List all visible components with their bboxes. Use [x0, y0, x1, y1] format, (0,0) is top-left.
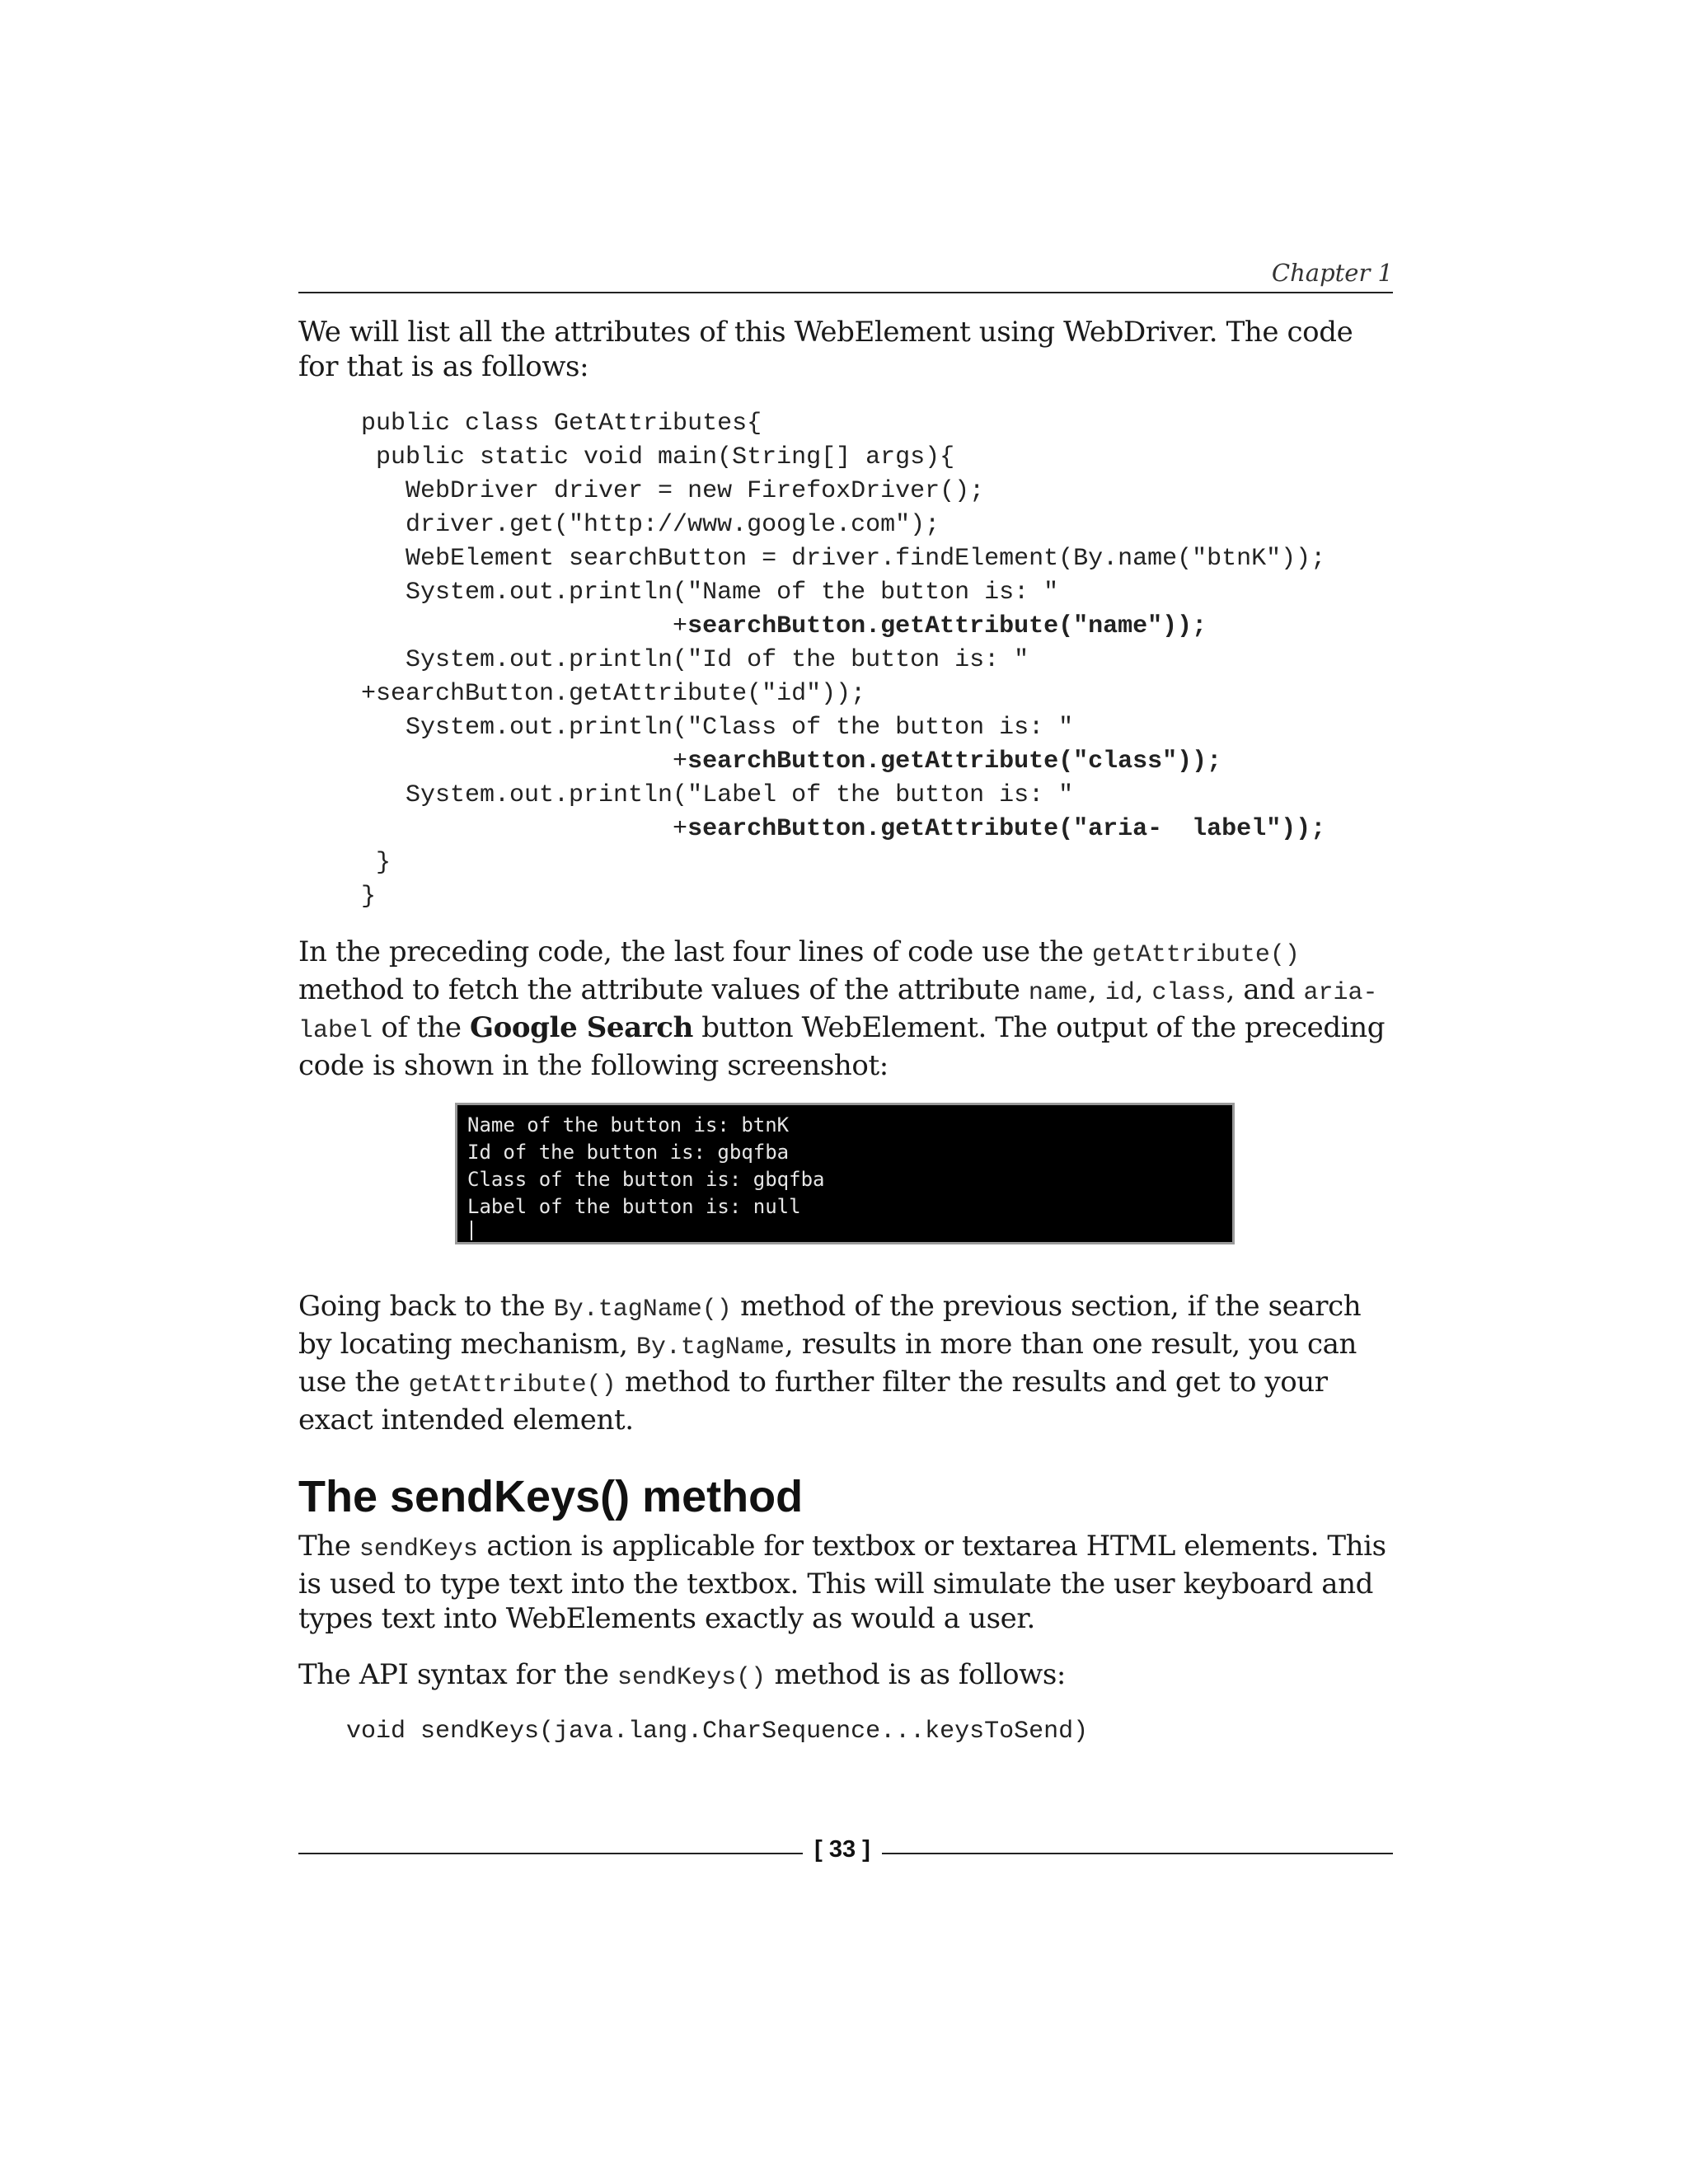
text-run: action is applicable for textbox or textarea HTML elements. This is used to type text into the textbox. This will simulate the user keyboard and types text into WebElements exactly as would a user.	[298, 1530, 1386, 1635]
console-line: Label of the button is: null	[467, 1195, 801, 1218]
code-text: void sendKeys(java.lang.CharSequence...keysToSend)	[346, 1718, 1089, 1746]
code-text: System.out.println("Id of the button is: "	[361, 646, 1029, 674]
chapter-label: Chapter 1	[1271, 259, 1393, 287]
code-text: }	[361, 849, 392, 877]
explanation-paragraph	[298, 935, 1393, 1083]
text-run: method of the previous section, if the search by locating mechanism,	[298, 1290, 1362, 1361]
code-text: System.out.println("Label of the button is: "	[361, 781, 1074, 809]
text-run: Going back to the	[298, 1290, 554, 1323]
code-line	[361, 441, 1406, 475]
bold-term: Google Search	[469, 1011, 693, 1044]
inline-code: name	[1028, 979, 1088, 1007]
console-output-screenshot	[455, 1103, 1235, 1244]
text-run: method is as follows:	[766, 1658, 1066, 1691]
book-page	[298, 0, 1393, 2184]
code-line	[361, 846, 1406, 880]
code-line	[361, 542, 1406, 576]
code-text: }	[361, 883, 377, 911]
sendkeys-paragraph	[298, 1529, 1393, 1636]
code-text: +searchButton.getAttribute("id"));	[361, 680, 866, 708]
intro-paragraph	[298, 315, 1393, 384]
intro-text: We will list all the attributes of this WebElement using WebDriver. The code for that is as follows:	[298, 316, 1353, 383]
code-line	[361, 509, 1406, 542]
console-cursor	[471, 1221, 472, 1240]
text-run: , and	[1226, 973, 1304, 1006]
text-run: method to further filter the results and get to your exact intended element.	[298, 1366, 1328, 1436]
inline-code: By.tagName()	[553, 1296, 732, 1324]
code-line	[346, 1715, 1391, 1749]
code-bold: searchButton.getAttribute("class"));	[687, 748, 1222, 776]
code-line	[361, 576, 1406, 610]
console-line: Id of the button is: gbqfba	[467, 1141, 790, 1164]
inline-code: id	[1104, 979, 1135, 1007]
text-run: In the preceding code, the last four lines of code use the	[298, 935, 1092, 968]
tagname-paragraph	[298, 1289, 1393, 1437]
footer-rule-right	[882, 1853, 1393, 1854]
page-footer	[298, 1835, 1393, 1871]
code-bold: searchButton.getAttribute("aria- label"));	[687, 815, 1326, 843]
text-run: The API syntax for the	[298, 1658, 618, 1691]
code-line	[361, 813, 1406, 846]
running-header	[298, 257, 1393, 293]
code-text: +	[361, 748, 688, 776]
text-run: ,	[1134, 973, 1152, 1006]
inline-code: aria-label	[298, 979, 1378, 1045]
text-run: method to fetch the attribute values of the attribute	[298, 973, 1029, 1006]
code-block-getattributes	[361, 407, 1406, 914]
text-run: The	[298, 1530, 359, 1563]
console-line: Class of the button is: gbqfba	[467, 1168, 825, 1191]
text-run: button WebElement. The output of the preceding code is shown in the following screenshot:	[298, 1011, 1386, 1082]
code-line	[361, 644, 1406, 677]
inline-code: By.tagName	[635, 1333, 785, 1361]
section-heading: The sendKeys() method	[298, 1472, 804, 1521]
code-line	[361, 745, 1406, 779]
text-run: ,	[1087, 973, 1105, 1006]
code-bold: searchButton.getAttribute("name"));	[687, 612, 1207, 640]
code-line	[361, 677, 1406, 711]
code-text: public class GetAttributes{	[361, 410, 762, 438]
code-text: System.out.println("Name of the button is: "	[361, 579, 1059, 607]
footer-rule-left	[298, 1853, 803, 1854]
code-line	[361, 610, 1406, 644]
text-run: of the	[373, 1011, 470, 1044]
code-text: System.out.println("Class of the button is: "	[361, 714, 1074, 742]
code-line	[361, 779, 1406, 813]
code-text: +	[361, 815, 688, 843]
code-block-sendkeys	[346, 1715, 1391, 1749]
inline-code: getAttribute()	[408, 1371, 617, 1399]
console-text	[467, 1112, 824, 1221]
page-number: [ 33 ]	[814, 1836, 870, 1863]
inline-code: sendKeys	[359, 1535, 478, 1563]
code-line	[361, 711, 1406, 745]
code-line	[361, 880, 1406, 914]
code-text: public static void main(String[] args){	[361, 443, 955, 471]
code-line	[361, 407, 1406, 441]
inline-code: class	[1151, 979, 1226, 1007]
inline-code: getAttribute()	[1091, 941, 1300, 969]
code-text: WebDriver driver = new FirefoxDriver();	[361, 477, 985, 505]
api-syntax-paragraph	[298, 1657, 1393, 1695]
console-line: Name of the button is: btnK	[467, 1113, 790, 1137]
code-text: driver.get("http://www.google.com");	[361, 511, 940, 539]
inline-code: sendKeys()	[617, 1664, 767, 1692]
code-line	[361, 475, 1406, 509]
text-run: , results in more than one result, you can use the	[298, 1328, 1357, 1399]
code-text: WebElement searchButton = driver.findElement(By.name("btnK"));	[361, 545, 1326, 573]
code-text: +	[361, 612, 688, 640]
